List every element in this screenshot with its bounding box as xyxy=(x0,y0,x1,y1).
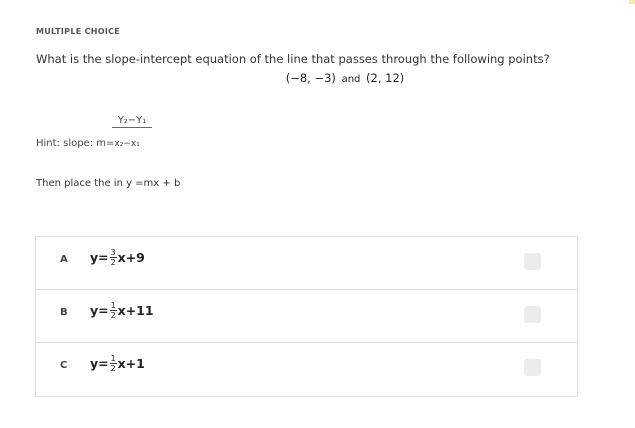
choice-equation xyxy=(90,354,145,373)
question-type-label: MULTIPLE CHOICE xyxy=(36,27,121,36)
equation-lhs: y= xyxy=(90,356,109,371)
choice-equation xyxy=(90,248,145,267)
point-2: (2, 12) xyxy=(366,71,405,85)
slope-denominator: x₂−x₁ xyxy=(114,139,140,149)
equation-fraction xyxy=(110,301,117,320)
choice-b[interactable] xyxy=(36,290,577,343)
fraction-denominator: 2 xyxy=(110,311,116,320)
equation-lhs: y= xyxy=(90,303,109,318)
choice-checkbox[interactable] xyxy=(524,306,541,323)
choice-equation xyxy=(90,301,154,320)
fraction-numerator: 3 xyxy=(110,248,116,257)
points-conjunction: and xyxy=(341,74,361,85)
choice-letter: A xyxy=(60,254,68,265)
hint-text: Hint: slope: m= xyxy=(36,138,115,149)
question-points xyxy=(0,71,635,85)
choice-c[interactable] xyxy=(36,343,577,396)
equation-rhs: x+11 xyxy=(117,303,154,318)
question-text: What is the slope-intercept equation of the line that passes through the following points? xyxy=(36,52,550,66)
equation-fraction xyxy=(110,248,117,267)
slope-formula xyxy=(112,115,152,129)
fraction-numerator: 1 xyxy=(110,354,116,363)
choice-letter: B xyxy=(60,307,68,318)
equation-rhs: x+9 xyxy=(117,250,145,265)
equation-rhs: x+1 xyxy=(117,356,145,371)
fraction-denominator: 2 xyxy=(110,258,116,267)
hint-instruction: Then place the in y =mx + b xyxy=(36,178,181,189)
choice-checkbox[interactable] xyxy=(524,359,541,376)
hint-label xyxy=(36,138,140,149)
equation-lhs: y= xyxy=(90,250,109,265)
point-1: (−8, −3) xyxy=(285,71,336,85)
fraction-bar xyxy=(112,127,152,128)
choice-checkbox[interactable] xyxy=(524,253,541,270)
slope-numerator: Y₂−Y₁ xyxy=(117,115,147,126)
choice-letter: C xyxy=(60,360,68,371)
equation-fraction xyxy=(110,354,117,373)
answer-choices xyxy=(35,236,578,397)
fraction-denominator: 2 xyxy=(110,364,116,373)
fraction-numerator: 1 xyxy=(110,301,116,310)
choice-a[interactable] xyxy=(36,237,577,290)
corner-decoration xyxy=(629,0,635,4)
